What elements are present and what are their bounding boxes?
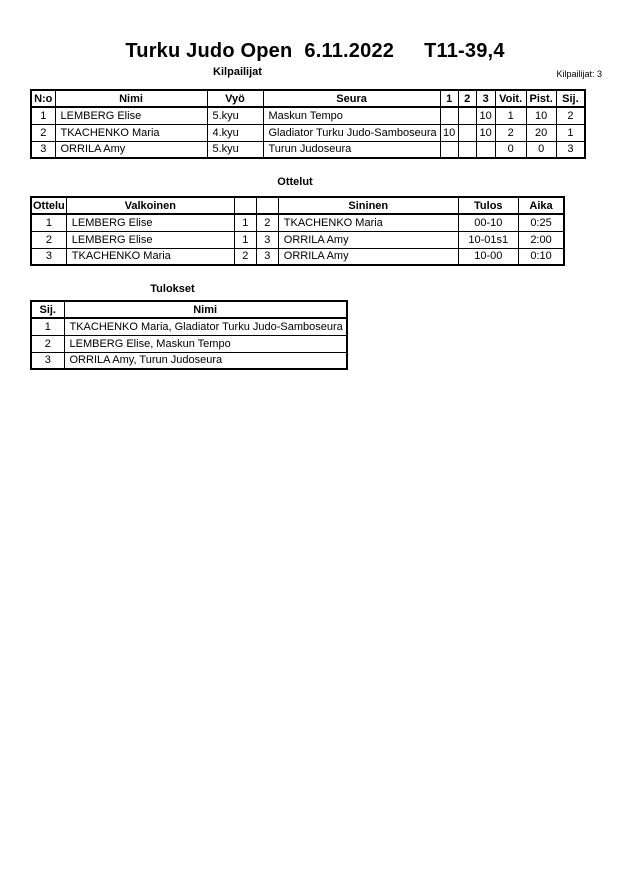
section-title-ottelut: Ottelut [277, 176, 313, 188]
cell-white-no: 1 [234, 231, 256, 248]
cell-voit: 1 [495, 107, 526, 124]
cell-voit: 0 [495, 141, 526, 158]
matches-table [30, 196, 565, 266]
col-header-pist: Pist. [526, 90, 556, 107]
cell-result: 00-10 [458, 214, 518, 231]
cell-place: 1 [31, 318, 64, 335]
cell-vyo: 5.kyu [207, 141, 263, 158]
result-row [31, 352, 347, 369]
cell-sij: 3 [556, 141, 585, 158]
cell-score-2 [458, 141, 476, 158]
col-header-ottelu: Ottelu [31, 197, 66, 214]
col-header-1: 1 [440, 90, 458, 107]
cell-score-1 [440, 141, 458, 158]
result-row [31, 318, 347, 335]
competitors-header-row [31, 90, 585, 107]
cell-blue: TKACHENKO Maria [278, 214, 458, 231]
cell-nimi: LEMBERG Elise [55, 107, 207, 124]
cell-pist: 0 [526, 141, 556, 158]
col-header-vyo: Vyö [207, 90, 263, 107]
cell-name-club: TKACHENKO Maria, Gladiator Turku Judo-Samboseura [64, 318, 347, 335]
cell-seura: Turun Judoseura [263, 141, 440, 158]
cell-no: 2 [31, 124, 55, 141]
cell-white: TKACHENKO Maria [66, 248, 234, 265]
cell-white: LEMBERG Elise [66, 214, 234, 231]
cell-vyo: 5.kyu [207, 107, 263, 124]
weight-category: T11-39,4 [424, 40, 505, 62]
cell-blue: ORRILA Amy [278, 231, 458, 248]
page-title [0, 40, 630, 63]
cell-sij: 1 [556, 124, 585, 141]
section-title-tulokset: Tulokset [150, 283, 195, 295]
col-header-tulos: Tulos [458, 197, 518, 214]
competitor-row [31, 107, 585, 124]
cell-vyo: 4.kyu [207, 124, 263, 141]
col-header-blue-no [256, 197, 278, 214]
cell-seura: Maskun Tempo [263, 107, 440, 124]
cell-result: 10-00 [458, 248, 518, 265]
cell-time: 0:10 [518, 248, 564, 265]
cell-match-no: 1 [31, 214, 66, 231]
col-header-3: 3 [476, 90, 495, 107]
cell-blue-no: 2 [256, 214, 278, 231]
cell-name-club: LEMBERG Elise, Maskun Tempo [64, 335, 347, 352]
cell-sij: 2 [556, 107, 585, 124]
match-row [31, 248, 564, 265]
cell-place: 3 [31, 352, 64, 369]
results-header-row [31, 301, 347, 318]
col-header-voit: Voit. [495, 90, 526, 107]
cell-nimi: TKACHENKO Maria [55, 124, 207, 141]
cell-white: LEMBERG Elise [66, 231, 234, 248]
cell-match-no: 2 [31, 231, 66, 248]
col-header-2: 2 [458, 90, 476, 107]
cell-score-1 [440, 107, 458, 124]
competitors-table [30, 89, 586, 159]
match-row [31, 231, 564, 248]
col-header-sij: Sij. [31, 301, 64, 318]
col-header-seura: Seura [263, 90, 440, 107]
event-name: Turku Judo Open [125, 40, 293, 62]
cell-score-1: 10 [440, 124, 458, 141]
cell-score-3 [476, 141, 495, 158]
col-header-valkoinen: Valkoinen [66, 197, 234, 214]
cell-white-no: 2 [234, 248, 256, 265]
match-row [31, 214, 564, 231]
cell-score-3: 10 [476, 124, 495, 141]
cell-name-club: ORRILA Amy, Turun Judoseura [64, 352, 347, 369]
cell-white-no: 1 [234, 214, 256, 231]
cell-match-no: 3 [31, 248, 66, 265]
cell-time: 0:25 [518, 214, 564, 231]
cell-score-2 [458, 107, 476, 124]
matches-header-row [31, 197, 564, 214]
cell-blue: ORRILA Amy [278, 248, 458, 265]
cell-no: 1 [31, 107, 55, 124]
col-header-no: N:o [31, 90, 55, 107]
cell-blue-no: 3 [256, 231, 278, 248]
competitor-row [31, 124, 585, 141]
cell-pist: 20 [526, 124, 556, 141]
results-table [30, 300, 348, 370]
cell-nimi: ORRILA Amy [55, 141, 207, 158]
cell-time: 2:00 [518, 231, 564, 248]
col-header-sij: Sij. [556, 90, 585, 107]
cell-no: 3 [31, 141, 55, 158]
col-header-aika: Aika [518, 197, 564, 214]
col-header-sininen: Sininen [278, 197, 458, 214]
cell-place: 2 [31, 335, 64, 352]
col-header-nimi: Nimi [55, 90, 207, 107]
cell-seura: Gladiator Turku Judo-Samboseura [263, 124, 440, 141]
competitor-count-label: Kilpailijat: 3 [556, 69, 602, 79]
cell-voit: 2 [495, 124, 526, 141]
cell-score-2 [458, 124, 476, 141]
col-header-white-no [234, 197, 256, 214]
cell-pist: 10 [526, 107, 556, 124]
section-title-kilpailijat: Kilpailijat [213, 66, 262, 78]
col-header-nimi: Nimi [64, 301, 347, 318]
result-row [31, 335, 347, 352]
competitor-row [31, 141, 585, 158]
cell-result: 10-01s1 [458, 231, 518, 248]
cell-score-3: 10 [476, 107, 495, 124]
cell-blue-no: 3 [256, 248, 278, 265]
event-date: 6.11.2022 [304, 40, 395, 62]
